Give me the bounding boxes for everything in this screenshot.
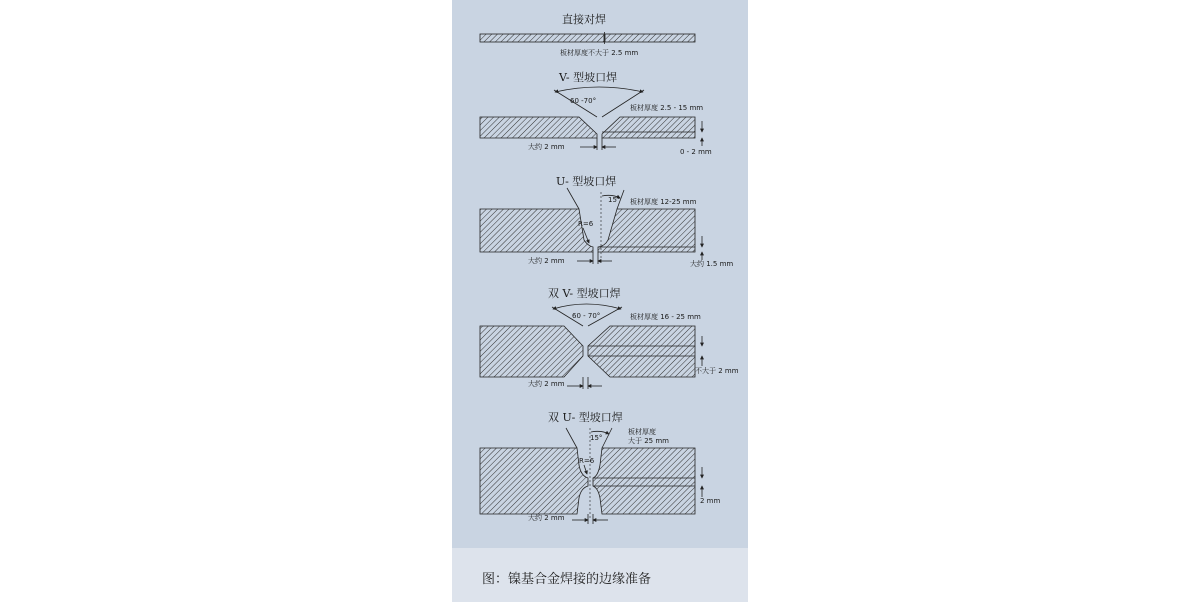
section-butt-weld — [480, 12, 695, 57]
double-v-title: 双 V- 型坡口焊 — [548, 287, 621, 300]
v-thickness-label: 板材厚度 2.5 - 15 mm — [630, 104, 704, 112]
double-v-root-label: 不大于 2 mm — [695, 367, 739, 375]
v-angle-arc — [555, 87, 643, 92]
u-plate-right — [598, 209, 695, 252]
v-gap-label: 大约 2 mm — [528, 143, 565, 151]
weld-diagram — [452, 0, 748, 548]
double-u-thickness-label-1: 板材厚度 — [628, 428, 656, 436]
double-v-angle-arc — [553, 304, 621, 309]
double-v-angle-label: 60 - 70° — [572, 312, 601, 320]
double-u-plate-right — [593, 448, 695, 514]
section-double-v-groove — [480, 286, 739, 389]
u-thickness-label: 板材厚度 12-25 mm — [630, 198, 697, 206]
butt-weld-title: 直接对焊 — [562, 13, 606, 26]
double-v-thickness-label: 板材厚度 16 - 25 mm — [630, 313, 701, 321]
u-plate-left — [480, 209, 593, 252]
double-v-plate-right — [588, 326, 695, 377]
double-u-plate-left — [480, 448, 588, 514]
butt-plate-right — [605, 34, 695, 42]
double-u-thickness-label-2: 大于 25 mm — [628, 437, 669, 445]
figure-caption: 图：镍基合金焊接的边缘准备 — [482, 572, 652, 587]
v-plate-right — [602, 117, 695, 138]
double-v-gap-label: 大约 2 mm — [528, 380, 565, 388]
double-u-angle-label: 15° — [590, 434, 603, 442]
u-angle-label: 15° — [608, 196, 621, 204]
butt-plate-left — [480, 34, 604, 42]
section-v-groove — [480, 70, 712, 156]
double-u-root-label: 2 mm — [700, 497, 721, 505]
section-u-groove — [480, 174, 733, 268]
u-groove-title: U- 型坡口焊 — [556, 175, 617, 188]
double-u-radius-label: R=6 — [579, 457, 595, 465]
double-v-plate-left — [480, 326, 583, 377]
u-radius-label: R=6 — [578, 220, 594, 228]
butt-thickness-label: 板材厚度不大于 2.5 mm — [560, 49, 639, 57]
u-root-label: 大约 1.5 mm — [690, 260, 734, 268]
v-groove-title: V- 型坡口焊 — [559, 71, 618, 84]
section-double-u-groove — [480, 410, 720, 524]
v-plate-left — [480, 117, 597, 138]
v-angle-label: 60 -70° — [570, 97, 597, 105]
figure — [452, 0, 748, 602]
double-u-title: 双 U- 型坡口焊 — [548, 411, 623, 424]
v-root-label: 0 - 2 mm — [680, 148, 712, 156]
double-u-gap-label: 大约 2 mm — [528, 514, 565, 522]
caption-area — [452, 548, 748, 602]
u-gap-label: 大约 2 mm — [528, 257, 565, 265]
